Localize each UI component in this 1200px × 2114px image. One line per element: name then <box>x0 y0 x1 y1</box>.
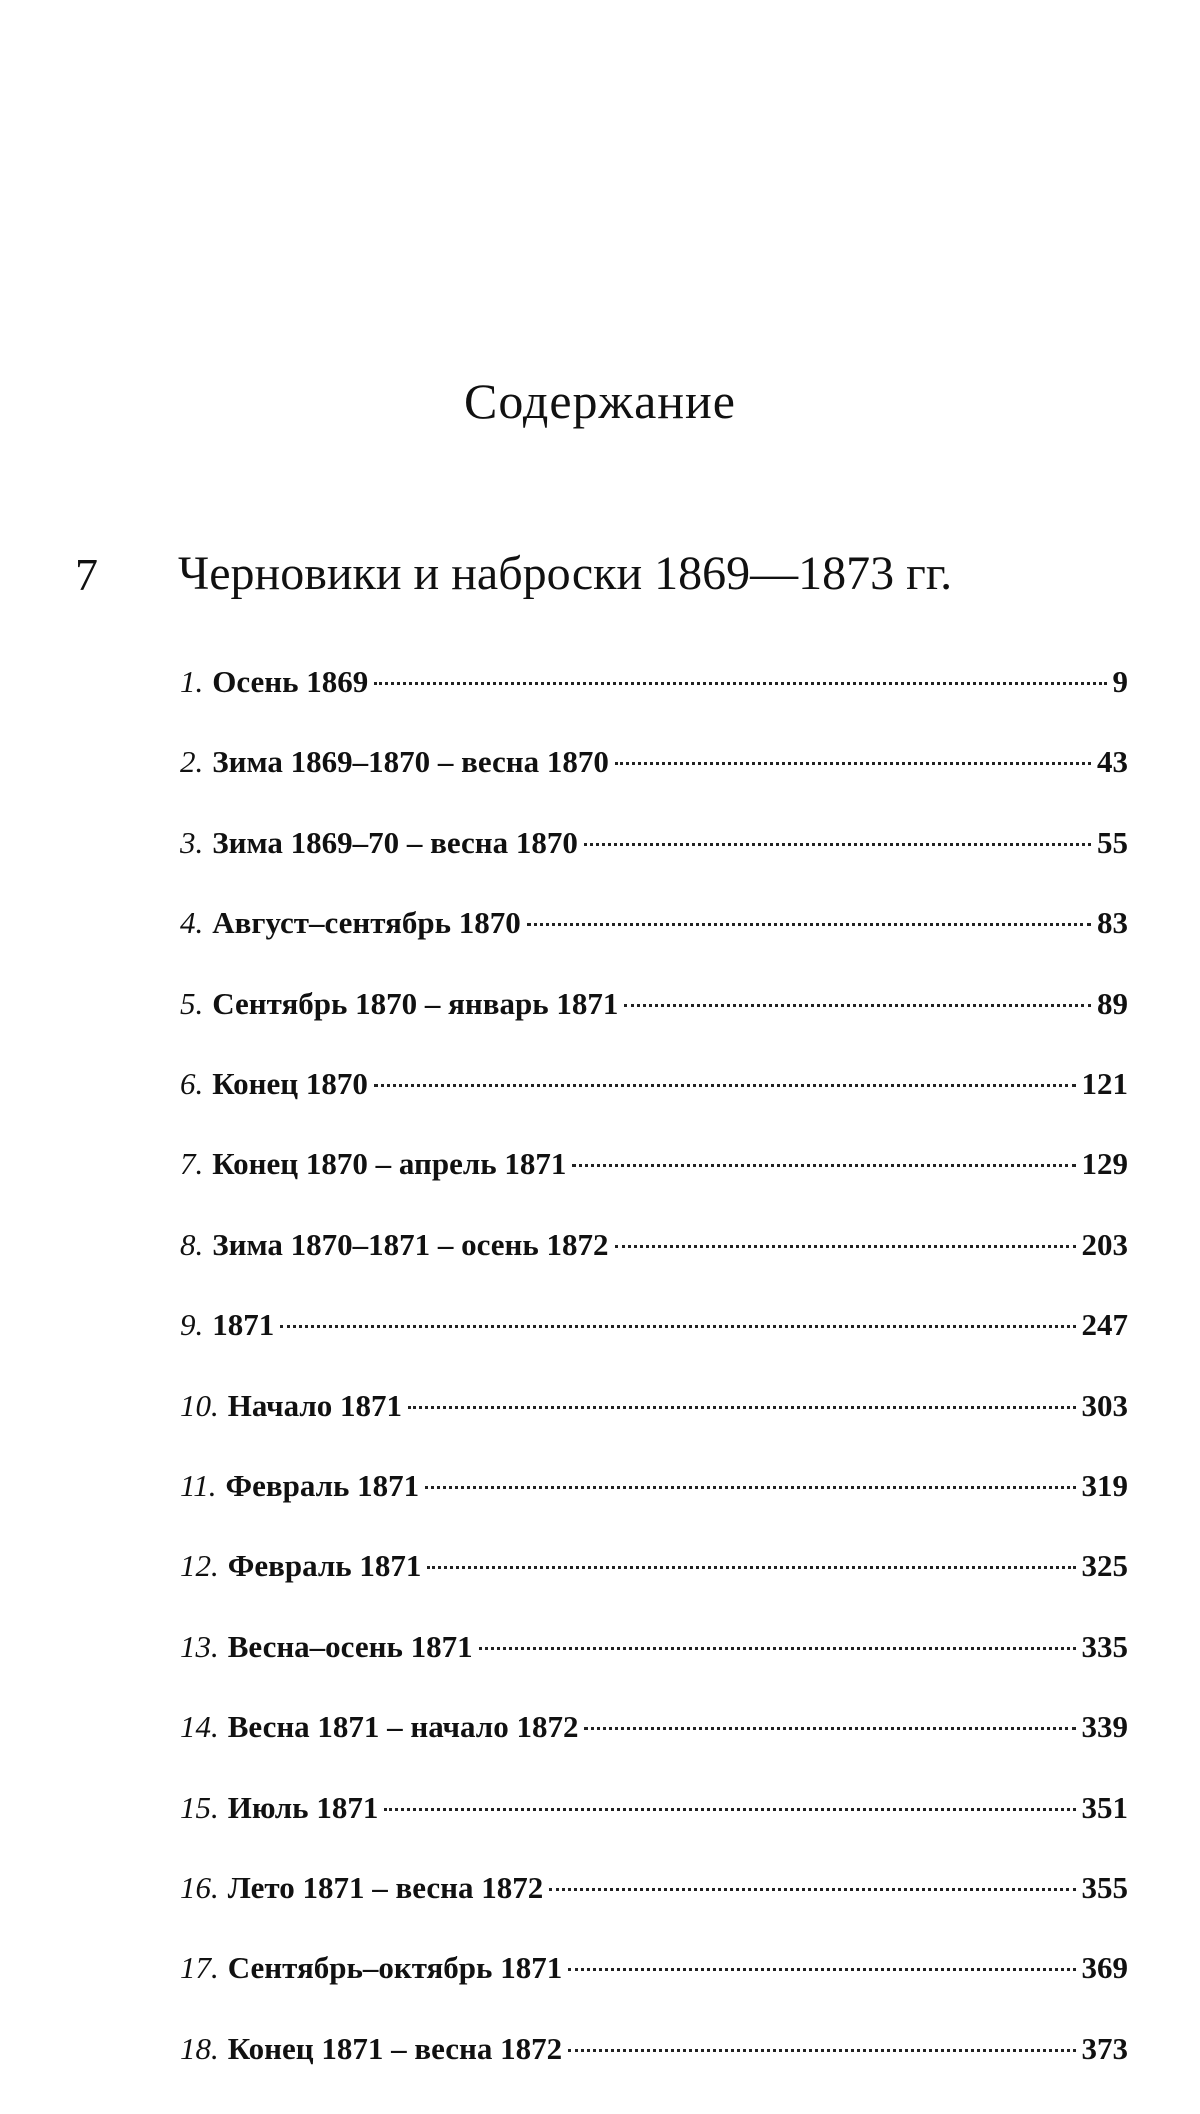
toc-entry-number: 9. <box>180 1307 204 1343</box>
toc-entry-page: 55 <box>1097 824 1128 860</box>
toc-entry[interactable] <box>180 2031 1128 2067</box>
dot-leader <box>584 1727 1075 1730</box>
toc-entry-title: Зима 1869–1870 – весна 1870 <box>212 744 609 780</box>
toc-entry-page: 43 <box>1097 744 1128 780</box>
toc-entry-page: 355 <box>1081 1870 1128 1905</box>
toc-entry-number: 4. <box>180 905 204 941</box>
toc-entry[interactable] <box>180 905 1128 941</box>
toc-entry[interactable] <box>180 664 1128 700</box>
dot-leader <box>479 1647 1076 1650</box>
toc-entry-page: 351 <box>1081 1789 1128 1825</box>
toc-entry-number: 12. <box>180 1548 219 1584</box>
toc-entry-page: 325 <box>1081 1548 1128 1584</box>
page-title: Содержание <box>464 373 736 429</box>
toc-entry-number: 18. <box>180 2030 219 2066</box>
toc-entry-page: 121 <box>1081 1066 1128 1101</box>
toc-entry-number: 14. <box>180 1709 219 1745</box>
toc-entry-title: Сентябрь–октябрь 1871 <box>227 1950 563 1986</box>
toc-entry-page: 369 <box>1081 1950 1128 1986</box>
toc-entry[interactable] <box>180 1066 1128 1102</box>
toc-entry[interactable] <box>180 1227 1128 1263</box>
toc-entry-title: Сентябрь 1870 – январь 1871 <box>212 985 619 1021</box>
toc-entry-title: Конец 1871 – весна 1872 <box>227 2030 563 2066</box>
toc-entry-title: Осень 1869 <box>212 664 369 699</box>
toc-entry-number: 8. <box>180 1226 204 1262</box>
toc-entry[interactable] <box>180 1388 1128 1424</box>
toc-entry-page: 9 <box>1112 664 1128 699</box>
toc-entry-page: 203 <box>1081 1226 1128 1262</box>
toc-entry-number: 1. <box>180 664 204 699</box>
toc-entry-page: 83 <box>1097 905 1128 941</box>
dot-leader <box>615 762 1091 765</box>
toc-entry-number: 13. <box>180 1628 219 1664</box>
dot-leader <box>568 1968 1075 1971</box>
toc-entry-title: Лето 1871 – весна 1872 <box>227 1870 544 1905</box>
toc-entry[interactable] <box>180 1307 1128 1343</box>
toc-entry-title: Август–сентябрь 1870 <box>212 905 521 941</box>
toc-entry-title: Февраль 1871 <box>225 1468 420 1503</box>
toc-entry-title: Июль 1871 <box>227 1789 379 1825</box>
toc-entry-number: 5. <box>180 985 204 1021</box>
dot-leader <box>425 1486 1075 1489</box>
toc-entry[interactable] <box>180 1870 1128 1906</box>
toc-entry-title: Весна–осень 1871 <box>227 1628 473 1664</box>
dot-leader <box>615 1245 1076 1248</box>
toc-entry-number: 6. <box>180 1066 204 1101</box>
toc-entry[interactable] <box>180 1629 1128 1665</box>
toc-entry-number: 7. <box>180 1146 204 1182</box>
toc-entry[interactable] <box>180 1468 1128 1504</box>
toc-entry-page: 339 <box>1081 1709 1128 1745</box>
dot-leader <box>568 2049 1075 2052</box>
dot-leader <box>280 1325 1075 1328</box>
toc-entry-title: Начало 1871 <box>227 1387 403 1423</box>
toc-entry-number: 17. <box>180 1950 219 1986</box>
dot-leader <box>374 1084 1076 1087</box>
toc-entry-page: 89 <box>1097 985 1128 1021</box>
dot-leader <box>374 682 1106 685</box>
dot-leader <box>584 843 1091 846</box>
toc-entry-title: 1871 <box>212 1307 275 1343</box>
toc-entry[interactable] <box>180 986 1128 1022</box>
toc-entry-number: 2. <box>180 744 204 780</box>
toc-entry-title: Конец 1870 – апрель 1871 <box>212 1146 567 1182</box>
toc-entry[interactable] <box>180 744 1128 780</box>
toc-entry[interactable] <box>180 1146 1128 1182</box>
toc-entry-number: 16. <box>180 1870 219 1905</box>
toc-entry-title: Февраль 1871 <box>227 1548 422 1584</box>
section-title: Черновики и наброски 1869—1873 гг. <box>178 547 953 600</box>
dot-leader <box>427 1566 1075 1569</box>
toc-entry-page: 129 <box>1081 1146 1128 1182</box>
dot-leader <box>572 1164 1075 1167</box>
dot-leader <box>384 1808 1075 1811</box>
toc-entry[interactable] <box>180 1950 1128 1986</box>
toc-entry-title: Конец 1870 <box>212 1066 368 1101</box>
toc-entry-title: Зима 1869–70 – весна 1870 <box>212 824 578 860</box>
toc-entry-number: 11. <box>180 1468 217 1503</box>
toc-entry[interactable] <box>180 1709 1128 1745</box>
toc-entry-page: 373 <box>1081 2030 1128 2066</box>
toc-entry-number: 10. <box>180 1387 219 1423</box>
dot-leader <box>408 1406 1075 1409</box>
toc-entry-page: 319 <box>1081 1468 1128 1503</box>
toc-entry-page: 247 <box>1081 1307 1128 1343</box>
section-number: 7 <box>75 549 98 600</box>
toc-entry-title: Весна 1871 – начало 1872 <box>227 1709 579 1745</box>
toc-entry-title: Зима 1870–1871 – осень 1872 <box>212 1226 609 1262</box>
toc-entry-number: 15. <box>180 1789 219 1825</box>
toc-entry[interactable] <box>180 1790 1128 1826</box>
dot-leader <box>624 1004 1091 1007</box>
toc-entry-page: 303 <box>1081 1387 1128 1423</box>
dot-leader <box>527 923 1091 926</box>
toc-entry-number: 3. <box>180 824 204 860</box>
toc-entry[interactable] <box>180 825 1128 861</box>
toc-entry-page: 335 <box>1081 1628 1128 1664</box>
toc-entry[interactable] <box>180 1548 1128 1584</box>
dot-leader <box>549 1888 1075 1891</box>
